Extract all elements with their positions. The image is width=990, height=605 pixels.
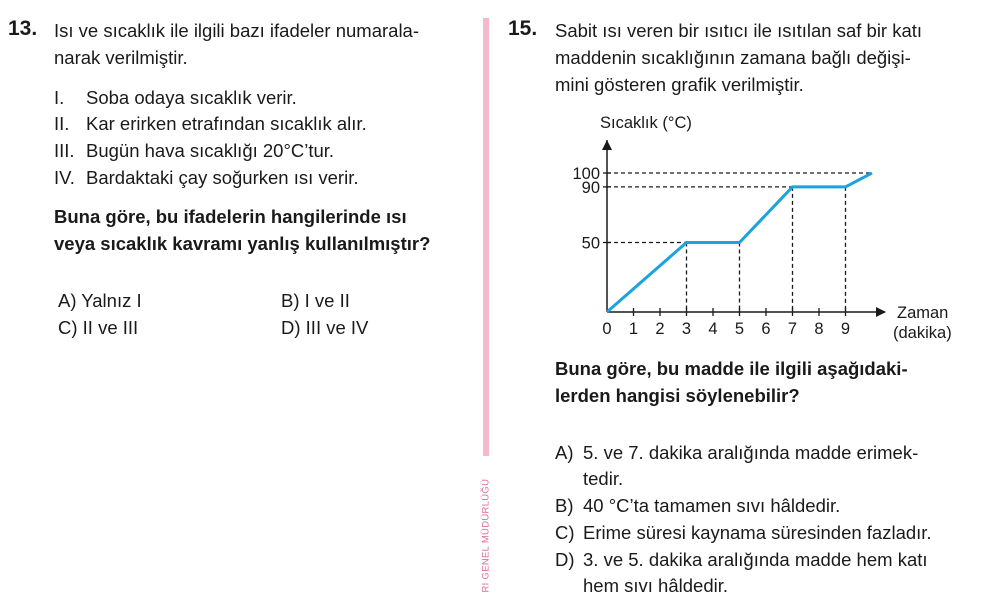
- question-15-stem-line-3: mini gösteren grafik verilmiştir.: [555, 74, 804, 95]
- y-tick-label: 90: [581, 178, 600, 197]
- option-d-text-line-1[interactable]: 3. ve 5. dakika aralığında madde hem katı: [583, 549, 928, 570]
- question-15-stem-line-1: Sabit ısı veren bir ısıtıcı ile ısıtılan saf bir katı: [555, 20, 923, 41]
- x-tick-label: 7: [787, 320, 798, 338]
- side-label-text: RI GENEL MÜDÜRLÜĞÜ: [480, 478, 492, 593]
- option-d-label[interactable]: D): [555, 549, 575, 570]
- option-b-label[interactable]: B): [555, 495, 574, 516]
- question-15-number: 15.: [508, 17, 538, 40]
- question-15-stem-line-2: maddenin sıcaklığının zamana bağlı değişi-: [555, 47, 911, 68]
- x-tick-label: 8: [814, 320, 824, 338]
- option-d-text-line-2[interactable]: hem sıvı hâldedir.: [583, 575, 728, 596]
- question-15-prompt-line-1: Buna göre, bu madde ile ilgili aşağıdaki-: [555, 358, 908, 379]
- x-tick-label: 2: [655, 320, 665, 338]
- column-divider: [483, 18, 489, 456]
- option-c[interactable]: C) II ve III: [58, 317, 139, 338]
- option-a[interactable]: A) Yalnız I: [58, 290, 142, 311]
- y-tick-label: 100: [572, 165, 600, 183]
- x-axis-label: Zaman: [897, 304, 949, 322]
- y-tick-label: 50: [581, 234, 600, 253]
- x-tick-label: 5: [734, 320, 745, 338]
- option-b-text[interactable]: 40 °C’ta tamamen sıvı hâldedir.: [583, 495, 841, 516]
- question-13-stem-line-2: narak verilmiştir.: [54, 47, 188, 68]
- y-axis-arrow: [602, 140, 612, 150]
- option-c-label[interactable]: C): [555, 522, 575, 543]
- y-axis-label: Sıcaklık (°C): [600, 114, 692, 132]
- option-a-text-line-1[interactable]: 5. ve 7. dakika aralığında madde erimek-: [583, 442, 919, 463]
- side-label: [475, 472, 497, 605]
- x-tick-label: 9: [840, 320, 851, 338]
- statement-label: I.: [54, 87, 65, 108]
- statement-label: II.: [54, 113, 70, 134]
- x-tick-label: 1: [628, 320, 639, 338]
- option-d[interactable]: D) III ve IV: [281, 317, 369, 338]
- statement-text: Bardaktaki çay soğurken ısı verir.: [86, 167, 359, 188]
- statement-text: Kar erirken etrafından sıcaklık alır.: [86, 113, 367, 134]
- temperature-series-line: [607, 173, 872, 312]
- x-axis-unit-label: (dakika): [893, 324, 952, 342]
- x-tick-label: 6: [761, 320, 771, 338]
- statement-text: Bugün hava sıcaklığı 20°C’tur.: [86, 140, 335, 161]
- option-a-text-line-2[interactable]: tedir.: [583, 468, 624, 489]
- statement-label: III.: [54, 140, 75, 161]
- x-tick-label: 4: [708, 320, 718, 338]
- question-13-number: 13.: [8, 17, 38, 40]
- question-13-stem-line-1: Isı ve sıcaklık ile ilgili bazı ifadeler numarala-: [54, 20, 420, 41]
- option-b[interactable]: B) I ve II: [281, 290, 350, 311]
- temperature-time-chart: [540, 105, 980, 350]
- question-13-prompt-line-1: Buna göre, bu ifadelerin hangilerinde ısı: [54, 206, 407, 227]
- x-tick-label: 0: [602, 320, 612, 338]
- question-15-prompt-line-2: lerden hangisi söylenebilir?: [555, 385, 800, 406]
- statement-label: IV.: [54, 167, 75, 188]
- question-13-prompt-line-2: veya sıcaklık kavramı yanlış kullanılmıştır?: [54, 233, 431, 254]
- x-tick-label: 3: [681, 320, 692, 338]
- statement-text: Soba odaya sıcaklık verir.: [86, 87, 297, 108]
- option-a-label[interactable]: A): [555, 442, 574, 463]
- option-c-text[interactable]: Erime süresi kaynama süresinden fazladır.: [583, 522, 932, 543]
